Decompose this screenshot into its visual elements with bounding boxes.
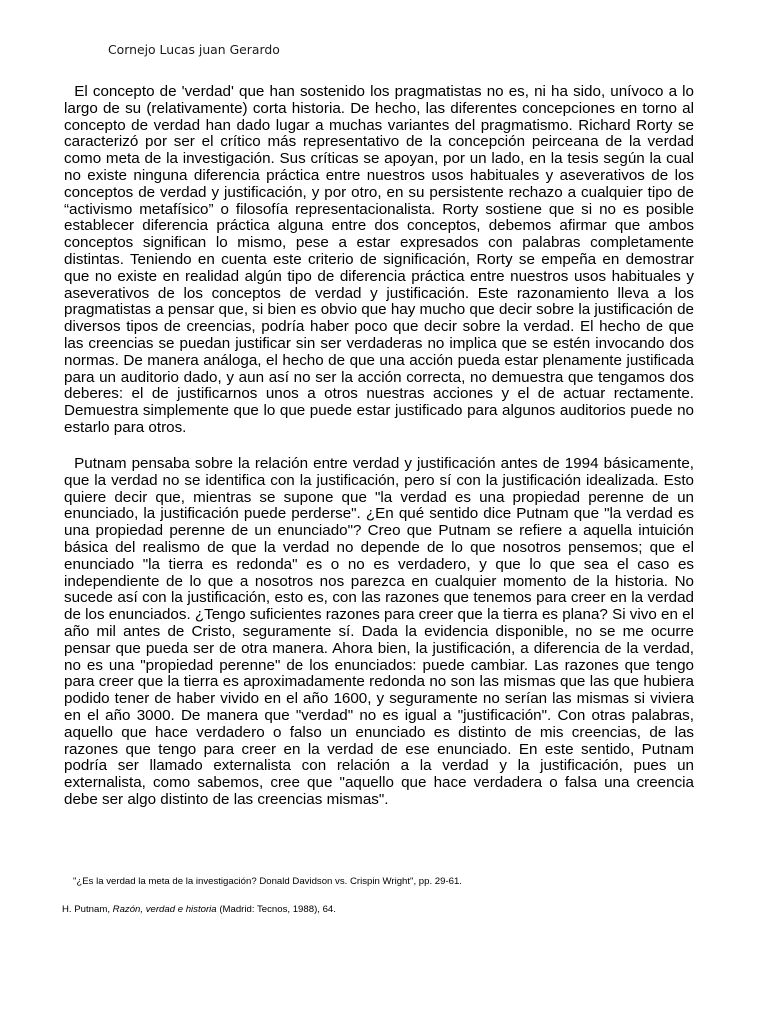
paragraph-rorty: El concepto de 'verdad' que han sostenido los pragmatistas no es, ni ha sido, unívoco a lo largo de su (relativamente) corta historia. De hecho, las diferentes concepciones en torno al concepto de verdad han dado lugar a muchas variantes del pragmatismo. Richard Rorty se caracterizó por ser el crítico más representativo de la concepción peirceana de la verdad como meta de la investigación. Sus críticas se apoyan, por un lado, en la tesis según la cual no existe ninguna diferencia práctica entre nuestros usos habituales y aseverativos de los conceptos de verdad y justificación, y por otro, en su persistente rechazo a cualquier tipo de “activismo metafísico” o filosofía representacionalista. Rorty sostiene que si no es posible establecer diferencia práctica alguna entre dos conceptos, debemos afirmar que ambos conceptos significan lo mismo, pese a estar expresados con palabras completamente distintas. Teniendo en cuenta este criterio de significación, Rorty se empeña en demostrar que no existe en realidad algún tipo de diferencia práctica entre nuestros usos habituales y aseverativos de los conceptos de verdad y justificación. Este razonamiento lleva a los pragmatistas a pensar que, si bien es obvio que hay mucho que decir sobre la justificación de diversos tipos de creencias, podría haber poco que decir sobre la verdad. El hecho de que las creencias se puedan justificar sin ser verdaderas no implica que se estén invocando dos normas. De manera análoga, el hecho de que una acción pueda estar plenamente justificada para un auditorio dado, y aun así no ser la acción correcta, no demuestra que tengamos dos deberes: el de justificarnos unos a otros nuestras acciones y el de actuar rectamente. Demuestra simplemente que lo que puede estar justificado para algunos auditorios puede no estarlo para otros.: [64, 83, 694, 436]
paragraph-putnam: Putnam pensaba sobre la relación entre verdad y justificación antes de 1994 básicamente, que la verdad no se identifica con la justificación, pero sí con la justificación idealizada. Esto quiere decir que, mientras se supone que "la verdad es una propiedad perenne de un enunciado, la justificación puede perderse". ¿En qué sentido dice Putnam que "la verdad es una propiedad perenne de un enunciado"? Creo que Putnam se refiere a aquella intuición básica del realismo de que la verdad no depende de lo que nosotros pensemos; que el enunciado "la tierra es redonda" es o no es verdadero, y que lo que sea el caso es independiente de lo que a nosotros nos parezca en cualquier momento de la historia. No sucede así con la justificación, esto es, con las razones que tenemos para creer en la verdad de los enunciados. ¿Tengo suficientes razones para creer que la tierra es plana? Si vivo en el año mil antes de Cristo, seguramente sí. Dada la evidencia disponible, no se me ocurre pensar que pueda ser de otra manera. Ahora bien, la justificación, a diferencia de la verdad, no es una "propiedad perenne" de los enunciados: puede cambiar. Las razones que tengo para creer que la tierra es aproximadamente redonda no son las mismas que las que hubiera podido tener de haber vivido en el año 1600, y seguramente no serían las mismas si viviera en el año 3000. De manera que "verdad" no es igual a "justificación". Con otras palabras, aquello que hace verdadero o falso un enunciado es distinto de mis creencias, de las razones que tengo para creer en la verdad de ese enunciado. En este sentido, Putnam podría ser llamado externalista con relación a la verdad y la justificación, pues un externalista, como sabemos, cree que "aquello que hace verdadera o falsa una creencia debe ser algo distinto de las creencias mismas".: [64, 455, 694, 808]
footnote-davidson-wright: "¿Es la verdad la meta de la investigación? Donald Davidson vs. Crispin Wright", pp. 29-61.: [73, 876, 462, 887]
footnote-putnam-title: Razón, verdad e historia: [112, 904, 217, 915]
footnote-putnam-citation: [62, 904, 336, 916]
author-name: Cornejo Lucas juan Gerardo: [108, 42, 280, 57]
footnote-putnam-publisher: (Madrid: Tecnos, 1988), 64.: [216, 904, 336, 915]
footnote-putnam-author: H. Putnam,: [62, 904, 113, 915]
